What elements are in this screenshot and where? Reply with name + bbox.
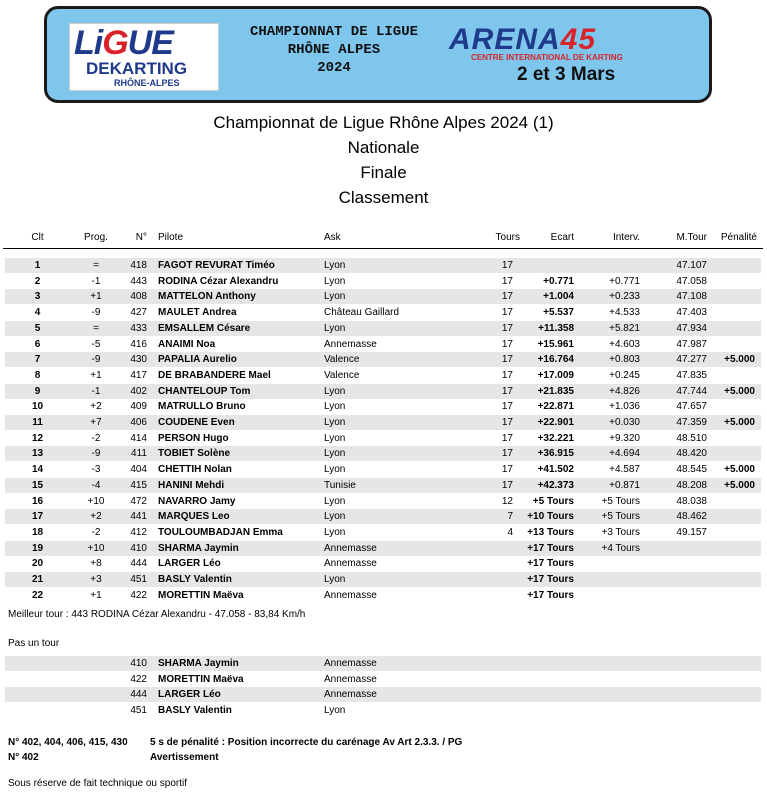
col-penalite: Pénalité: [720, 232, 757, 243]
cell-ask: Tunisie: [324, 479, 356, 491]
cell-ask: Lyon: [324, 464, 346, 476]
cell-clt: 2: [34, 275, 41, 287]
header-divider: [3, 248, 763, 249]
arena45-logo: [449, 25, 596, 55]
cell-num: 414: [130, 432, 147, 444]
cell-num: 441: [130, 511, 147, 523]
cell-pilote: MARQUES Leo: [158, 511, 230, 523]
banner-title-line3: 2024: [317, 60, 351, 76]
cell-num: 472: [130, 495, 147, 507]
cell-interv: +4.826: [609, 385, 640, 397]
cell-tours: 17: [501, 401, 513, 413]
banner-title-line1: CHAMPIONNAT DE LIGUE: [249, 24, 419, 40]
cell-clt: 22: [31, 589, 44, 601]
table-row: [5, 337, 761, 352]
cell-num: 410: [130, 542, 147, 554]
cell-tours: 17: [501, 479, 513, 491]
cell-ecart: +36.915: [537, 448, 574, 460]
cell-ecart: +41.502: [537, 464, 574, 476]
cell-ecart: +11.358: [538, 322, 574, 334]
cell-clt: 10: [31, 401, 44, 413]
cell-tours: 17: [501, 338, 513, 350]
cell-pilote: BASLY Valentin: [158, 574, 232, 585]
session-title: Finale: [360, 163, 407, 182]
table-row: [5, 478, 761, 493]
cell-mtour: 47.107: [676, 260, 707, 271]
cell-clt: 17: [31, 511, 44, 523]
banner-title-line2: RHÔNE ALPES: [287, 42, 381, 58]
table-row: [5, 494, 761, 509]
col-ecart: Ecart: [550, 232, 574, 243]
table-row: [5, 321, 761, 336]
cell-ask: Annemasse: [324, 558, 377, 570]
cell-num: 410: [130, 658, 147, 669]
cell-num: 416: [130, 338, 147, 350]
cell-pilote: PERSON Hugo: [158, 432, 229, 444]
cell-num: 444: [130, 689, 147, 701]
cell-interv: +5 Tours: [601, 495, 640, 507]
cell-interv: +3 Tours: [601, 526, 640, 538]
cell-ecart: +42.373: [537, 479, 574, 491]
cell-num: 422: [130, 589, 147, 601]
cell-num: 402: [130, 385, 147, 397]
col-pilote: Pilote: [158, 232, 184, 243]
cell-mtour: 48.510: [676, 432, 707, 444]
col-clt: Clt: [31, 232, 44, 243]
cell-prog: +1: [90, 589, 102, 601]
cell-num: 433: [130, 322, 147, 334]
table-row: [5, 446, 761, 461]
cell-ecart: +5 Tours: [532, 495, 574, 507]
logo-line2: DEKARTING: [86, 59, 188, 78]
cell-pilote: SHARMA Jaymin: [158, 542, 239, 554]
category-title: Nationale: [347, 138, 420, 157]
cell-tours: 17: [501, 432, 513, 444]
cell-num: 409: [130, 401, 147, 413]
cell-clt: 3: [34, 291, 41, 303]
cell-interv: +0.030: [609, 417, 640, 428]
cell-prog: +3: [90, 574, 102, 585]
cell-ask: Annemasse: [324, 338, 377, 350]
cell-ask: Lyon: [324, 275, 346, 287]
banner-title: [227, 23, 441, 77]
cell-mtour: 47.108: [676, 291, 707, 303]
cell-num: 411: [131, 448, 147, 460]
cell-prog: -5: [91, 338, 101, 350]
cell-mtour: 49.157: [676, 526, 707, 538]
cell-tours: 17: [501, 385, 513, 397]
table-row: [5, 352, 761, 367]
cell-ecart: +17.009: [537, 369, 574, 381]
cell-ask: Annemasse: [324, 673, 377, 685]
cell-ask: Lyon: [324, 574, 346, 585]
cell-pilote: DE BRABANDERE Mael: [158, 369, 271, 381]
table-row: [5, 399, 761, 414]
cell-num: 408: [130, 291, 147, 303]
cell-ecart: +1.004: [543, 291, 574, 303]
cell-mtour: 47.934: [676, 322, 707, 334]
cell-tours: 17: [501, 260, 513, 271]
cell-ecart: +32.221: [537, 432, 574, 444]
table-row: [5, 541, 761, 556]
cell-pilote: RODINA Cézar Alexandru: [158, 275, 279, 287]
cell-prog: -2: [91, 526, 101, 538]
cell-pilote: MORETTIN Maëva: [158, 673, 244, 685]
cell-clt: 12: [31, 432, 44, 444]
table-row: [5, 462, 761, 477]
cell-clt: 19: [31, 542, 44, 554]
cell-mtour: 48.208: [676, 479, 707, 491]
no-lap-row: [5, 687, 761, 702]
cell-ask: Annemasse: [324, 589, 377, 601]
cell-ask: Lyon: [324, 417, 346, 428]
penalty-2-reason: Avertissement: [150, 752, 219, 763]
cell-mtour: 47.359: [676, 417, 707, 428]
table-row: [5, 525, 761, 540]
penalty-1-nums: N° 402, 404, 406, 415, 430: [8, 737, 128, 748]
cell-num: 444: [130, 558, 147, 570]
cell-ask: Lyon: [324, 511, 346, 523]
cell-ask: Annemasse: [324, 689, 377, 701]
table-row: [5, 415, 761, 430]
table-row: [5, 289, 761, 304]
table-row: [5, 258, 761, 273]
cell-prog: +10: [87, 495, 105, 507]
cell-clt: 7: [34, 354, 41, 366]
cell-interv: +4.533: [609, 307, 640, 319]
cell-interv: +0.233: [609, 291, 640, 303]
cell-interv: +4.694: [609, 448, 640, 460]
col-tours: Tours: [495, 232, 520, 243]
cell-clt: 21: [31, 574, 44, 585]
cell-pilote: LARGER Léo: [158, 689, 221, 701]
cell-interv: +1.036: [609, 401, 640, 413]
penalty-2-nums: N° 402: [8, 752, 39, 763]
cell-pilote: MATRULLO Bruno: [158, 401, 246, 413]
cell-tours: 17: [501, 369, 513, 381]
cell-pilote: PAPALIA Aurelio: [158, 354, 237, 366]
cell-tours: 17: [501, 354, 513, 366]
table-row: [5, 431, 761, 446]
cell-clt: 16: [31, 495, 44, 507]
classement-title: Classement: [338, 188, 429, 207]
cell-pilote: BASLY Valentin: [158, 705, 232, 717]
cell-ask: Lyon: [324, 401, 346, 413]
no-lap-row: [5, 656, 761, 671]
cell-ask: Lyon: [324, 291, 346, 303]
cell-pilote: TOULOUMBADJAN Emma: [158, 526, 283, 538]
table-row: [5, 305, 761, 320]
cell-tours: 17: [501, 464, 513, 476]
cell-clt: 14: [31, 464, 44, 476]
cell-pilote: FAGOT REVURAT Timéo: [158, 260, 275, 271]
cell-clt: 5: [34, 322, 41, 334]
cell-num: 406: [130, 417, 147, 428]
cell-interv: +0.871: [609, 479, 640, 491]
cell-tours: 17: [501, 307, 513, 319]
no-lap-row: [5, 703, 761, 718]
cell-pilote: MORETTIN Maëva: [158, 589, 244, 601]
cell-prog: =: [93, 260, 99, 271]
col-mtour: M.Tour: [676, 232, 707, 243]
arena-number: 45: [560, 23, 597, 56]
cell-prog: -9: [91, 307, 101, 319]
cell-ask: Valence: [324, 369, 360, 381]
table-row: [5, 509, 761, 524]
cell-ecart: +21.835: [537, 385, 574, 397]
cell-ecart: +17 Tours: [527, 542, 574, 554]
col-prog: Prog.: [84, 232, 108, 243]
cell-interv: +0.803: [609, 354, 640, 366]
cell-pilote: LARGER Léo: [158, 558, 221, 570]
event-banner: [44, 6, 712, 103]
cell-mtour: 48.420: [676, 448, 707, 460]
cell-ecart: +17 Tours: [527, 589, 574, 601]
cell-penalite: +5.000: [724, 385, 755, 397]
cell-mtour: 47.657: [676, 401, 707, 413]
cell-num: 443: [130, 275, 147, 287]
cell-clt: 15: [31, 479, 44, 491]
col-num: N°: [135, 232, 147, 243]
cell-num: 422: [130, 673, 147, 685]
cell-tours: 17: [501, 291, 513, 303]
cell-clt: 13: [31, 448, 44, 460]
arena-subtitle: CENTRE INTERNATIONAL DE KARTING: [471, 53, 623, 62]
cell-ask: Lyon: [324, 526, 346, 538]
cell-clt: 4: [34, 307, 41, 319]
cell-tours: 17: [501, 417, 513, 428]
cell-pilote: ANAIMI Noa: [158, 338, 216, 350]
logo-line1-b: G: [102, 24, 128, 62]
cell-ask: Annemasse: [324, 658, 377, 669]
cell-ask: Château Gaillard: [324, 307, 400, 319]
best-lap: Meilleur tour : 443 RODINA Cézar Alexandru - 47.058 - 83,84 Km/h: [8, 609, 306, 620]
cell-penalite: +5.000: [724, 464, 755, 476]
cell-prog: +7: [90, 417, 102, 428]
cell-ecart: +17 Tours: [527, 558, 574, 570]
cell-ask: Valence: [324, 354, 360, 366]
cell-clt: 11: [32, 417, 43, 428]
table-row: [5, 274, 761, 289]
cell-ecart: +17 Tours: [527, 574, 574, 585]
cell-clt: 1: [34, 260, 41, 271]
logo-line1-c: UE: [127, 24, 173, 62]
cell-penalite: +5.000: [724, 479, 755, 491]
event-date: 2 et 3 Mars: [517, 64, 616, 85]
cell-interv: +4.587: [609, 464, 640, 476]
cell-mtour: 48.038: [676, 495, 707, 507]
cell-num: 417: [130, 369, 147, 381]
cell-penalite: +5.000: [724, 417, 755, 428]
cell-ask: Annemasse: [324, 542, 377, 554]
cell-tours: 17: [501, 448, 513, 460]
cell-mtour: 47.987: [676, 338, 707, 350]
cell-pilote: MATTELON Anthony: [158, 291, 256, 303]
cell-clt: 20: [31, 558, 44, 570]
cell-mtour: 47.403: [676, 307, 707, 319]
cell-ask: Lyon: [324, 385, 346, 397]
cell-prog: +8: [90, 558, 102, 570]
cell-ecart: +22.901: [537, 417, 574, 428]
cell-ask: Lyon: [324, 705, 346, 717]
cell-prog: +1: [90, 369, 102, 381]
cell-interv: +0.245: [609, 369, 640, 381]
cell-penalite: +5.000: [724, 354, 755, 366]
cell-prog: =: [93, 322, 99, 334]
table-row: [5, 556, 761, 571]
cell-pilote: TOBIET Solène: [158, 448, 231, 460]
cell-ecart: +15.961: [537, 338, 574, 350]
cell-ask: Lyon: [324, 495, 346, 507]
cell-mtour: 47.744: [676, 385, 707, 397]
cell-prog: -1: [91, 385, 101, 397]
cell-tours: 12: [501, 495, 513, 507]
cell-prog: -4: [91, 479, 101, 491]
cell-tours: 7: [507, 511, 513, 523]
cell-prog: -9: [91, 448, 101, 460]
table-row: [5, 588, 761, 603]
cell-interv: +4 Tours: [601, 542, 640, 554]
cell-num: 451: [130, 574, 147, 585]
cell-prog: +2: [90, 511, 102, 523]
cell-prog: +10: [87, 542, 105, 554]
cell-num: 404: [130, 464, 147, 476]
cell-interv: +5.821: [609, 322, 640, 334]
arena-name: ARENA: [449, 23, 561, 56]
cell-mtour: 48.545: [676, 464, 707, 476]
cell-num: 415: [130, 479, 147, 491]
logo-line1-a: Li: [74, 24, 103, 62]
cell-mtour: 47.058: [676, 275, 707, 287]
cell-pilote: HANINI Mehdi: [158, 479, 225, 491]
cell-ecart: +16.764: [537, 354, 574, 366]
cell-ecart: +5.537: [543, 307, 574, 319]
ligue-karting-logo: [69, 23, 219, 91]
cell-ecart: +22.871: [537, 401, 574, 413]
col-interv: Interv.: [612, 232, 640, 243]
cell-mtour: 48.462: [676, 511, 707, 523]
cell-tours: 4: [507, 526, 513, 538]
cell-ask: Lyon: [324, 448, 346, 460]
cell-clt: 18: [31, 526, 44, 538]
no-lap-title: Pas un tour: [8, 638, 60, 649]
cell-ask: Lyon: [324, 432, 346, 444]
cell-prog: -9: [91, 354, 101, 366]
table-row: [5, 368, 761, 383]
cell-prog: -2: [91, 432, 101, 444]
cell-mtour: 47.277: [676, 354, 707, 366]
cell-num: 412: [130, 526, 147, 538]
cell-interv: +4.603: [609, 338, 640, 350]
cell-num: 451: [130, 705, 147, 717]
cell-pilote: EMSALLEM Césare: [158, 322, 251, 334]
cell-interv: +5 Tours: [601, 511, 640, 523]
cell-ask: Lyon: [324, 322, 346, 334]
cell-prog: +2: [90, 401, 102, 413]
cell-pilote: CHANTELOUP Tom: [158, 385, 251, 397]
cell-ecart: +13 Tours: [527, 526, 574, 538]
footer-note: Sous réserve de fait technique ou sportif: [8, 778, 187, 789]
logo-line3: RHÔNE-ALPES: [114, 78, 180, 88]
col-ask: Ask: [324, 232, 341, 243]
penalty-1-reason: 5 s de pénalité : Position incorrecte du carénage Av Art 2.3.3. / PG: [150, 737, 463, 748]
cell-pilote: NAVARRO Jamy: [158, 495, 236, 507]
cell-clt: 6: [34, 338, 41, 350]
cell-pilote: MAULET Andrea: [158, 307, 237, 319]
cell-tours: 17: [501, 275, 513, 287]
table-row: [5, 572, 761, 587]
cell-interv: +0.771: [609, 275, 640, 287]
championship-title: Championnat de Ligue Rhône Alpes 2024 (1): [213, 113, 554, 132]
table-row: [5, 384, 761, 399]
cell-tours: 17: [501, 322, 513, 334]
cell-num: 427: [130, 307, 147, 319]
no-lap-row: [5, 672, 761, 687]
cell-ecart: +0.771: [543, 275, 574, 287]
cell-prog: +1: [90, 291, 102, 303]
cell-ecart: +10 Tours: [527, 511, 574, 523]
cell-prog: -3: [91, 464, 101, 476]
cell-interv: +9.320: [609, 432, 640, 444]
cell-pilote: SHARMA Jaymin: [158, 658, 239, 669]
cell-pilote: CHETTIH Nolan: [158, 464, 232, 476]
cell-clt: 8: [34, 369, 41, 381]
cell-prog: -1: [91, 275, 101, 287]
cell-mtour: 47.835: [676, 369, 707, 381]
cell-clt: 9: [34, 385, 41, 397]
cell-pilote: COUDENE Even: [158, 417, 235, 428]
cell-ask: Lyon: [324, 260, 346, 271]
cell-num: 418: [130, 260, 147, 271]
cell-num: 430: [130, 354, 147, 366]
